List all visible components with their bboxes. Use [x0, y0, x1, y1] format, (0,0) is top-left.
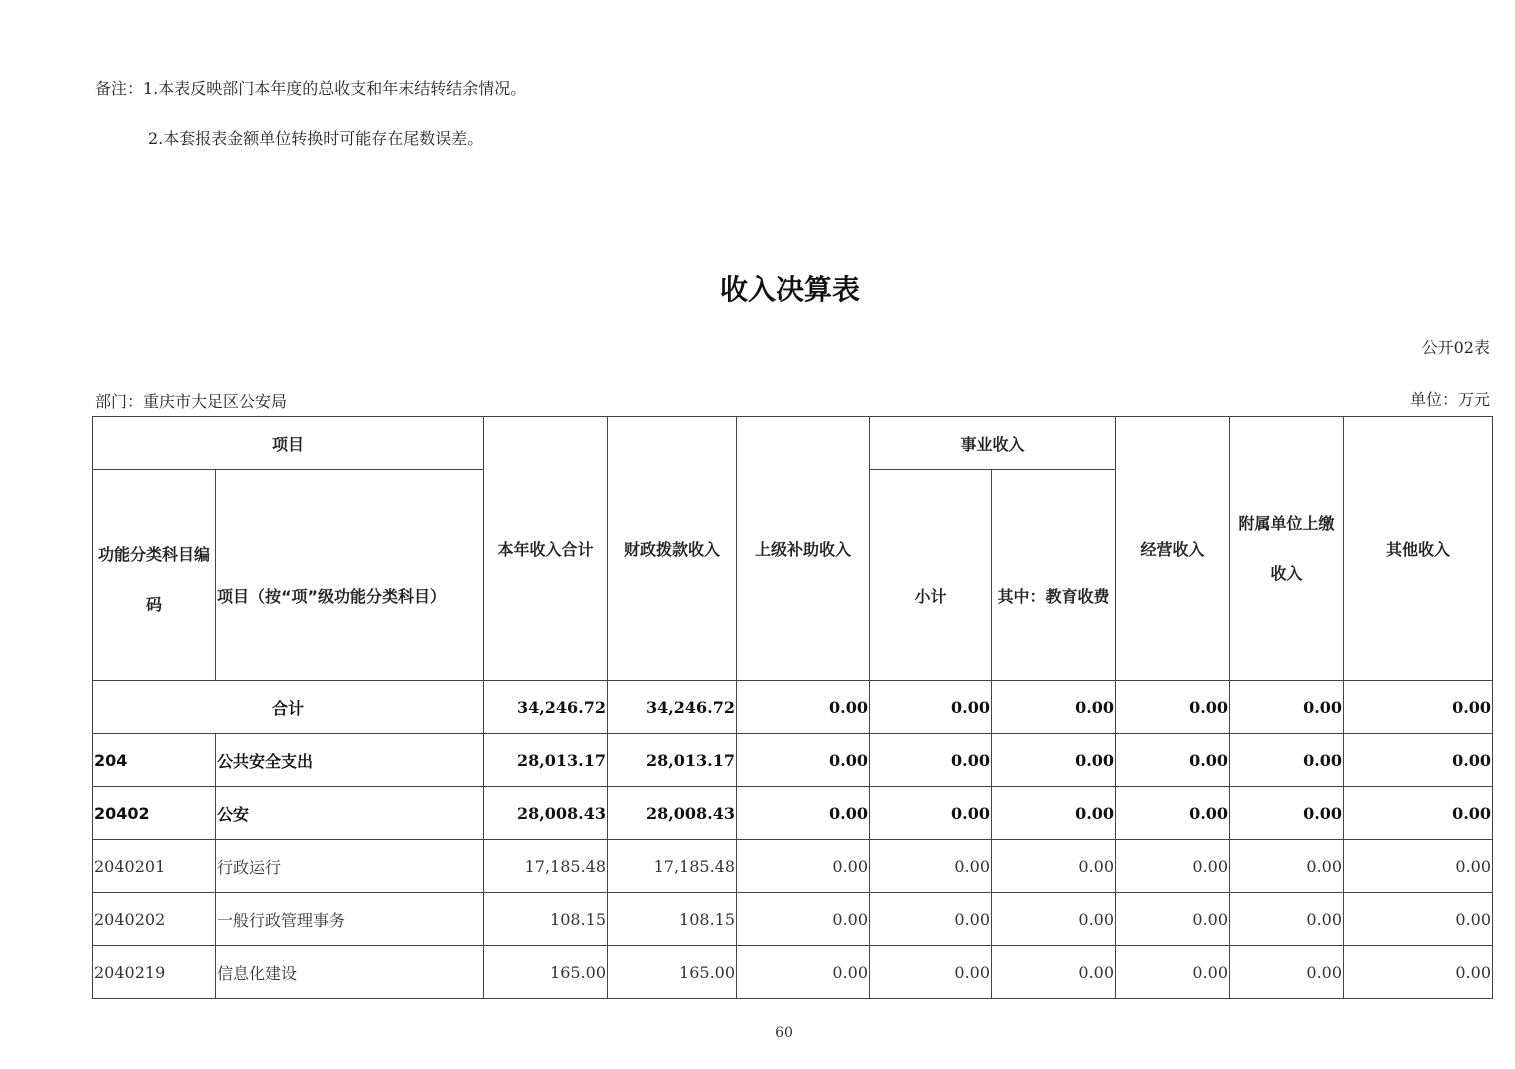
row-code: 2040219 [93, 946, 216, 999]
total-cell: 0.00 [1116, 681, 1230, 734]
row-cell: 0.00 [1116, 946, 1230, 999]
row-name: 行政运行 [216, 840, 484, 893]
row-name: 公共安全支出 [216, 734, 484, 787]
row-cell: 0.00 [870, 893, 992, 946]
row-cell: 0.00 [1116, 840, 1230, 893]
table-row [93, 734, 1493, 787]
row-cell: 108.15 [484, 893, 608, 946]
row-cell: 0.00 [737, 840, 870, 893]
row-cell: 0.00 [1344, 893, 1493, 946]
total-label: 合计 [93, 681, 484, 734]
row-cell: 0.00 [1230, 840, 1344, 893]
row-cell: 0.00 [1230, 946, 1344, 999]
page-number: 60 [775, 1025, 793, 1041]
row-cell: 17,185.48 [484, 840, 608, 893]
row-cell: 28,008.43 [608, 787, 737, 840]
row-code: 204 [93, 734, 216, 787]
header-fiscal: 财政拨款收入 [608, 417, 737, 681]
row-cell: 0.00 [737, 787, 870, 840]
total-cell: 0.00 [870, 681, 992, 734]
note-line-1: 备注：1.本表反映部门本年度的总收支和年末结转结余情况。 [95, 79, 527, 98]
total-cell: 0.00 [737, 681, 870, 734]
row-cell: 0.00 [737, 946, 870, 999]
total-cell: 0.00 [1230, 681, 1344, 734]
row-name: 信息化建设 [216, 946, 484, 999]
row-cell: 0.00 [992, 787, 1116, 840]
row-cell: 0.00 [1344, 840, 1493, 893]
row-name: 一般行政管理事务 [216, 893, 484, 946]
header-other: 其他收入 [1344, 417, 1493, 681]
row-cell: 0.00 [870, 840, 992, 893]
row-cell: 0.00 [992, 946, 1116, 999]
row-cell: 0.00 [1230, 893, 1344, 946]
income-table [92, 416, 1493, 999]
header-item-group: 项目 [93, 417, 484, 470]
row-cell: 0.00 [992, 734, 1116, 787]
table-row-total [93, 681, 1493, 734]
header-affiliated: 附属单位上缴收入 [1230, 417, 1344, 681]
row-cell: 28,008.43 [484, 787, 608, 840]
table-row [93, 787, 1493, 840]
row-cell: 165.00 [608, 946, 737, 999]
row-name: 公安 [216, 787, 484, 840]
unit-label: 单位：万元 [1409, 390, 1490, 409]
row-cell: 0.00 [1230, 734, 1344, 787]
row-cell: 0.00 [1116, 893, 1230, 946]
row-cell: 17,185.48 [608, 840, 737, 893]
department-label: 部门：重庆市大足区公安局 [95, 392, 288, 411]
row-code: 20402 [93, 787, 216, 840]
total-cell: 0.00 [1344, 681, 1493, 734]
page-title: 收入决算表 [719, 273, 860, 306]
row-cell: 0.00 [870, 946, 992, 999]
row-cell: 0.00 [1116, 734, 1230, 787]
row-code: 2040202 [93, 893, 216, 946]
header-superior-subsidy: 上级补助收入 [737, 417, 870, 681]
total-cell: 34,246.72 [484, 681, 608, 734]
row-cell: 108.15 [608, 893, 737, 946]
row-cell: 0.00 [1230, 787, 1344, 840]
row-cell: 0.00 [737, 893, 870, 946]
row-cell: 0.00 [870, 734, 992, 787]
row-cell: 0.00 [992, 840, 1116, 893]
row-cell: 0.00 [870, 787, 992, 840]
row-cell: 0.00 [1344, 734, 1493, 787]
table-row [93, 840, 1493, 893]
row-cell: 0.00 [737, 734, 870, 787]
header-business-group: 事业收入 [870, 417, 1116, 470]
header-subtotal: 小计 [870, 470, 992, 681]
row-cell: 0.00 [1344, 946, 1493, 999]
header-operating: 经营收入 [1116, 417, 1230, 681]
row-cell: 28,013.17 [484, 734, 608, 787]
form-number: 公开02表 [1421, 338, 1490, 357]
row-cell: 0.00 [992, 893, 1116, 946]
row-cell: 0.00 [1116, 787, 1230, 840]
row-cell: 28,013.17 [608, 734, 737, 787]
row-cell: 0.00 [1344, 787, 1493, 840]
table-row [93, 946, 1493, 999]
header-code: 功能分类科目编码 [93, 470, 216, 681]
total-cell: 0.00 [992, 681, 1116, 734]
note-line-2: 2.本套报表金额单位转换时可能存在尾数误差。 [148, 129, 484, 148]
total-cell: 34,246.72 [608, 681, 737, 734]
table-row [93, 893, 1493, 946]
header-total-income: 本年收入合计 [484, 417, 608, 681]
header-education-fee: 其中：教育收费 [992, 470, 1116, 681]
row-cell: 165.00 [484, 946, 608, 999]
row-code: 2040201 [93, 840, 216, 893]
header-item-name: 项目（按“项”级功能分类科目） [216, 470, 484, 681]
